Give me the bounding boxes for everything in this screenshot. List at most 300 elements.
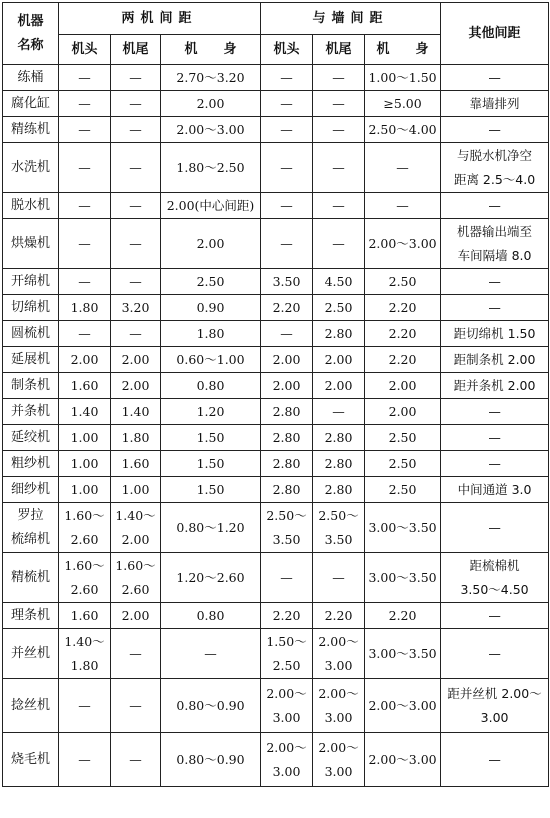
table-body	[3, 65, 549, 787]
value-text: 2.50	[324, 299, 353, 315]
value-text: 3.50	[272, 273, 301, 289]
machine-name-cell	[3, 503, 59, 553]
value-cell	[261, 193, 313, 219]
other-spacing-cell	[441, 347, 549, 373]
value-text: 1.50	[196, 481, 225, 497]
value-cell	[261, 553, 313, 603]
other-spacing-cell	[441, 603, 549, 629]
table-row	[3, 321, 549, 347]
value-text: 2.00～ 3.00	[266, 739, 307, 779]
sub-header: 机头	[59, 35, 111, 65]
value-text: 2.00	[388, 377, 417, 393]
value-text: —	[332, 197, 345, 213]
other-spacing-cell	[441, 553, 549, 603]
sub-header: 机 身	[161, 35, 261, 65]
value-text: 2.50	[388, 481, 417, 497]
value-text: 1.60～ 2.60	[64, 507, 105, 547]
value-cell	[365, 629, 441, 679]
value-cell	[59, 269, 111, 295]
other-spacing-cell	[441, 269, 549, 295]
value-text: 1.60～ 2.60	[115, 557, 156, 597]
machine-name: 粗纱机	[10, 455, 50, 471]
machine-name-cell	[3, 603, 59, 629]
value-text: 1.20	[196, 403, 225, 419]
value-text: 2.80	[324, 481, 353, 497]
value-text: 1.80～2.50	[176, 159, 245, 175]
value-cell	[161, 503, 261, 553]
value-text: 1.50～ 2.50	[266, 633, 307, 673]
value-cell	[161, 347, 261, 373]
value-text: 2.50～4.00	[368, 121, 437, 137]
value-text: 0.60～1.00	[176, 351, 245, 367]
value-cell	[161, 373, 261, 399]
value-text: —	[78, 235, 91, 251]
other-spacing-cell	[441, 503, 549, 553]
value-text: 2.00～ 3.00	[318, 739, 359, 779]
value-text: 2.20	[324, 607, 353, 623]
value-cell	[261, 269, 313, 295]
other-spacing-text: 机器输出端至 车间隔墙 8.0	[457, 223, 533, 263]
value-cell	[111, 477, 161, 503]
value-cell	[261, 399, 313, 425]
value-text: 2.20	[272, 607, 301, 623]
value-text: 2.80	[272, 403, 301, 419]
value-text: 2.80	[324, 325, 353, 341]
other-spacing-text: 距并丝机 2.00～ 3.00	[447, 685, 542, 725]
value-cell	[313, 65, 365, 91]
value-cell	[261, 733, 313, 787]
other-spacing-text: —	[488, 273, 501, 289]
value-text: 2.00～3.00	[368, 751, 437, 767]
value-text: 2.50～ 3.50	[318, 507, 359, 547]
machine-name: 制条机	[10, 377, 50, 393]
value-cell	[313, 295, 365, 321]
value-text: 0.80～1.20	[176, 519, 245, 535]
value-text: 1.00	[70, 481, 99, 497]
value-text: 2.00～3.00	[176, 121, 245, 137]
value-cell	[59, 347, 111, 373]
table-row	[3, 503, 549, 553]
value-cell	[161, 219, 261, 269]
other-spacing-text: 中间通道 3.0	[457, 481, 532, 497]
other-spacing-text: —	[488, 645, 501, 661]
value-cell	[111, 91, 161, 117]
value-text: —	[332, 121, 345, 137]
other-spacing-text: 靠墙排列	[469, 95, 520, 111]
value-cell	[365, 321, 441, 347]
machine-name-cell	[3, 553, 59, 603]
value-text: 2.50～ 3.50	[266, 507, 307, 547]
other-spacing-text: 距并条机 2.00	[453, 377, 536, 393]
value-text: 2.20	[388, 351, 417, 367]
value-cell	[313, 629, 365, 679]
other-spacing-text: —	[488, 197, 501, 213]
value-cell	[313, 143, 365, 193]
machine-name: 切绵机	[10, 299, 50, 315]
value-cell	[161, 65, 261, 91]
other-spacing-cell	[441, 321, 549, 347]
value-cell	[261, 321, 313, 347]
value-text: —	[332, 95, 345, 111]
value-text: 2.70～3.20	[176, 69, 245, 85]
value-text: 1.00	[70, 455, 99, 471]
value-cell	[365, 477, 441, 503]
value-text: —	[332, 403, 345, 419]
value-cell	[365, 603, 441, 629]
machine-name-cell	[3, 373, 59, 399]
value-cell	[161, 629, 261, 679]
value-cell	[59, 679, 111, 733]
other-spacing-text: 距制条机 2.00	[453, 351, 536, 367]
value-cell	[111, 425, 161, 451]
value-text: 2.50	[388, 429, 417, 445]
machine-name-header: 机器 名称	[3, 3, 59, 65]
other-spacing-text: —	[488, 455, 501, 471]
machine-name: 罗拉 梳绵机	[10, 507, 50, 547]
value-text: 2.00(中心间距)	[166, 197, 255, 213]
value-cell	[161, 425, 261, 451]
value-cell	[59, 603, 111, 629]
machine-name: 捻丝机	[10, 697, 50, 713]
value-text: 0.80～0.90	[176, 751, 245, 767]
value-cell	[161, 477, 261, 503]
machine-name: 脱水机	[10, 197, 50, 213]
other-spacing-text: —	[488, 429, 501, 445]
value-cell	[111, 629, 161, 679]
value-cell	[161, 321, 261, 347]
value-text: —	[129, 197, 142, 213]
value-cell	[111, 321, 161, 347]
table-row	[3, 373, 549, 399]
value-text: 1.80	[196, 325, 225, 341]
value-text: ≥5.00	[383, 95, 422, 111]
table-row	[3, 193, 549, 219]
table-row	[3, 451, 549, 477]
other-spacing-cell	[441, 629, 549, 679]
value-cell	[161, 603, 261, 629]
value-text: 3.00～3.50	[368, 519, 437, 535]
value-cell	[365, 399, 441, 425]
value-cell	[261, 373, 313, 399]
value-cell	[365, 295, 441, 321]
value-text: 2.20	[272, 299, 301, 315]
machine-name-cell	[3, 347, 59, 373]
value-text: —	[332, 235, 345, 251]
value-text: 1.60	[70, 377, 99, 393]
value-text: —	[78, 197, 91, 213]
value-text: 2.00	[121, 607, 150, 623]
value-cell	[111, 219, 161, 269]
value-text: 2.80	[324, 455, 353, 471]
value-text: —	[332, 569, 345, 585]
machine-name: 烘燥机	[10, 235, 50, 251]
other-spacing-text: —	[488, 751, 501, 767]
value-cell	[111, 603, 161, 629]
value-cell	[59, 91, 111, 117]
other-spacing-text: 距切绵机 1.50	[453, 325, 536, 341]
value-text: 1.60	[121, 455, 150, 471]
other-spacing-text: —	[488, 519, 501, 535]
sub-header: 机尾	[111, 35, 161, 65]
value-text: 2.00	[121, 351, 150, 367]
value-cell	[365, 347, 441, 373]
value-cell	[313, 219, 365, 269]
value-text: 2.00	[196, 95, 225, 111]
machine-name: 理条机	[10, 607, 50, 623]
value-cell	[59, 451, 111, 477]
value-text: —	[280, 121, 293, 137]
other-spacing-cell	[441, 733, 549, 787]
value-cell	[365, 143, 441, 193]
value-cell	[313, 477, 365, 503]
value-cell	[313, 91, 365, 117]
value-text: —	[78, 69, 91, 85]
value-cell	[313, 321, 365, 347]
other-spacing-cell	[441, 425, 549, 451]
value-text: —	[78, 697, 91, 713]
value-text: —	[332, 69, 345, 85]
value-text: 1.00	[70, 429, 99, 445]
value-text: 2.20	[388, 299, 417, 315]
value-text: 1.50	[196, 455, 225, 471]
value-text: 3.00～3.50	[368, 569, 437, 585]
value-cell	[59, 219, 111, 269]
value-text: 1.40～ 1.80	[64, 633, 105, 673]
machine-name-cell	[3, 219, 59, 269]
value-cell	[59, 65, 111, 91]
machine-name-cell	[3, 451, 59, 477]
table-row	[3, 553, 549, 603]
other-spacing-cell	[441, 295, 549, 321]
value-text: 3.20	[121, 299, 150, 315]
machine-name: 延绞机	[10, 429, 50, 445]
value-cell	[365, 373, 441, 399]
value-cell	[59, 143, 111, 193]
value-text: —	[280, 235, 293, 251]
value-text: 2.00	[324, 351, 353, 367]
value-cell	[261, 91, 313, 117]
table-row	[3, 629, 549, 679]
value-text: 2.00	[121, 377, 150, 393]
value-cell	[261, 503, 313, 553]
value-cell	[365, 269, 441, 295]
value-cell	[313, 269, 365, 295]
value-text: 1.40	[70, 403, 99, 419]
value-text: 2.80	[272, 455, 301, 471]
value-cell	[365, 65, 441, 91]
other-spacing-text: —	[488, 69, 501, 85]
table-row	[3, 679, 549, 733]
table-row	[3, 425, 549, 451]
value-cell	[111, 553, 161, 603]
value-cell	[261, 603, 313, 629]
value-cell	[59, 295, 111, 321]
value-cell	[261, 347, 313, 373]
other-spacing-cell	[441, 373, 549, 399]
machine-name: 精梳机	[10, 569, 50, 585]
other-spacing-cell	[441, 65, 549, 91]
value-cell	[313, 193, 365, 219]
value-text: —	[129, 69, 142, 85]
value-cell	[261, 477, 313, 503]
value-text: 1.40～ 2.00	[115, 507, 156, 547]
value-text: —	[129, 751, 142, 767]
value-cell	[111, 65, 161, 91]
value-cell	[111, 143, 161, 193]
value-text: 4.50	[324, 273, 353, 289]
value-cell	[365, 733, 441, 787]
value-cell	[59, 373, 111, 399]
value-text: 2.00～ 3.00	[266, 685, 307, 725]
value-cell	[261, 65, 313, 91]
machine-name-cell	[3, 629, 59, 679]
value-text: 2.00～3.00	[368, 697, 437, 713]
to-wall-header: 与墙间距	[261, 3, 441, 35]
value-text: —	[280, 159, 293, 175]
value-cell	[161, 295, 261, 321]
value-cell	[161, 451, 261, 477]
value-cell	[313, 373, 365, 399]
value-cell	[365, 451, 441, 477]
value-text: —	[204, 645, 217, 661]
machine-name: 烧毛机	[10, 751, 50, 767]
other-spacing-text: 与脱水机净空 距离 2.5～4.0	[453, 147, 536, 187]
value-text: —	[396, 197, 409, 213]
value-cell	[59, 733, 111, 787]
machine-name-cell	[3, 143, 59, 193]
value-text: —	[78, 273, 91, 289]
value-text: 1.80	[70, 299, 99, 315]
machine-name-cell	[3, 91, 59, 117]
value-cell	[59, 321, 111, 347]
spacing-table	[2, 2, 549, 787]
value-text: —	[78, 121, 91, 137]
machine-name-cell	[3, 733, 59, 787]
value-text: 2.00～ 3.00	[318, 685, 359, 725]
value-cell	[365, 117, 441, 143]
table-header	[3, 3, 549, 65]
table-row	[3, 477, 549, 503]
value-text: —	[129, 95, 142, 111]
value-text: 1.20～2.60	[176, 569, 245, 585]
value-cell	[161, 117, 261, 143]
between-machines-header: 两机间距	[59, 3, 261, 35]
value-cell	[313, 733, 365, 787]
value-text: 2.50	[196, 273, 225, 289]
value-cell	[161, 193, 261, 219]
value-text: 2.80	[272, 481, 301, 497]
machine-name: 细纱机	[10, 481, 50, 497]
value-text: 0.90	[196, 299, 225, 315]
value-text: —	[78, 159, 91, 175]
other-spacing-cell	[441, 679, 549, 733]
value-text: 2.50	[388, 273, 417, 289]
other-spacing-cell	[441, 219, 549, 269]
value-cell	[261, 451, 313, 477]
value-cell	[313, 399, 365, 425]
value-text: —	[129, 325, 142, 341]
machine-name: 水洗机	[10, 159, 50, 175]
value-text: 2.00	[196, 235, 225, 251]
value-cell	[365, 503, 441, 553]
value-cell	[365, 91, 441, 117]
value-text: 1.60	[70, 607, 99, 623]
value-cell	[161, 553, 261, 603]
value-cell	[261, 143, 313, 193]
value-text: —	[396, 159, 409, 175]
value-cell	[261, 295, 313, 321]
value-cell	[161, 399, 261, 425]
other-spacing-cell	[441, 193, 549, 219]
value-cell	[111, 117, 161, 143]
machine-name-cell	[3, 269, 59, 295]
table-row	[3, 143, 549, 193]
value-text: 2.50	[388, 455, 417, 471]
value-cell	[111, 733, 161, 787]
value-cell	[313, 603, 365, 629]
machine-name-cell	[3, 117, 59, 143]
machine-name-cell	[3, 193, 59, 219]
value-text: —	[280, 69, 293, 85]
value-text: 2.80	[272, 429, 301, 445]
value-text: 2.80	[324, 429, 353, 445]
value-text: 0.80～0.90	[176, 697, 245, 713]
value-text: —	[280, 325, 293, 341]
value-cell	[261, 425, 313, 451]
value-text: 2.00	[388, 403, 417, 419]
value-text: —	[129, 645, 142, 661]
value-cell	[313, 553, 365, 603]
value-cell	[261, 629, 313, 679]
other-spacing-cell	[441, 451, 549, 477]
value-cell	[261, 117, 313, 143]
other-spacing-text: —	[488, 607, 501, 623]
value-cell	[111, 295, 161, 321]
value-cell	[313, 679, 365, 733]
value-cell	[365, 425, 441, 451]
value-cell	[161, 679, 261, 733]
value-text: —	[280, 569, 293, 585]
value-cell	[365, 219, 441, 269]
value-cell	[59, 117, 111, 143]
value-text: 2.00	[272, 351, 301, 367]
other-spacing-text: —	[488, 403, 501, 419]
value-text: 3.00～3.50	[368, 645, 437, 661]
table-row	[3, 295, 549, 321]
value-cell	[59, 193, 111, 219]
value-text: —	[129, 697, 142, 713]
value-cell	[161, 143, 261, 193]
value-text: 2.00	[70, 351, 99, 367]
value-cell	[111, 269, 161, 295]
value-text: 2.00～ 3.00	[318, 633, 359, 673]
value-text: —	[129, 235, 142, 251]
value-text: —	[78, 95, 91, 111]
value-text: 2.00	[324, 377, 353, 393]
sub-header: 机 身	[365, 35, 441, 65]
value-text: —	[129, 159, 142, 175]
value-text: 1.80	[121, 429, 150, 445]
value-text: —	[280, 197, 293, 213]
other-spacing-text: 距梳棉机 3.50～4.50	[460, 557, 529, 597]
value-cell	[59, 477, 111, 503]
machine-name: 圆梳机	[10, 325, 50, 341]
machine-name-cell	[3, 425, 59, 451]
table-row	[3, 733, 549, 787]
machine-name: 延展机	[10, 351, 50, 367]
table-row	[3, 65, 549, 91]
value-text: 2.20	[388, 325, 417, 341]
